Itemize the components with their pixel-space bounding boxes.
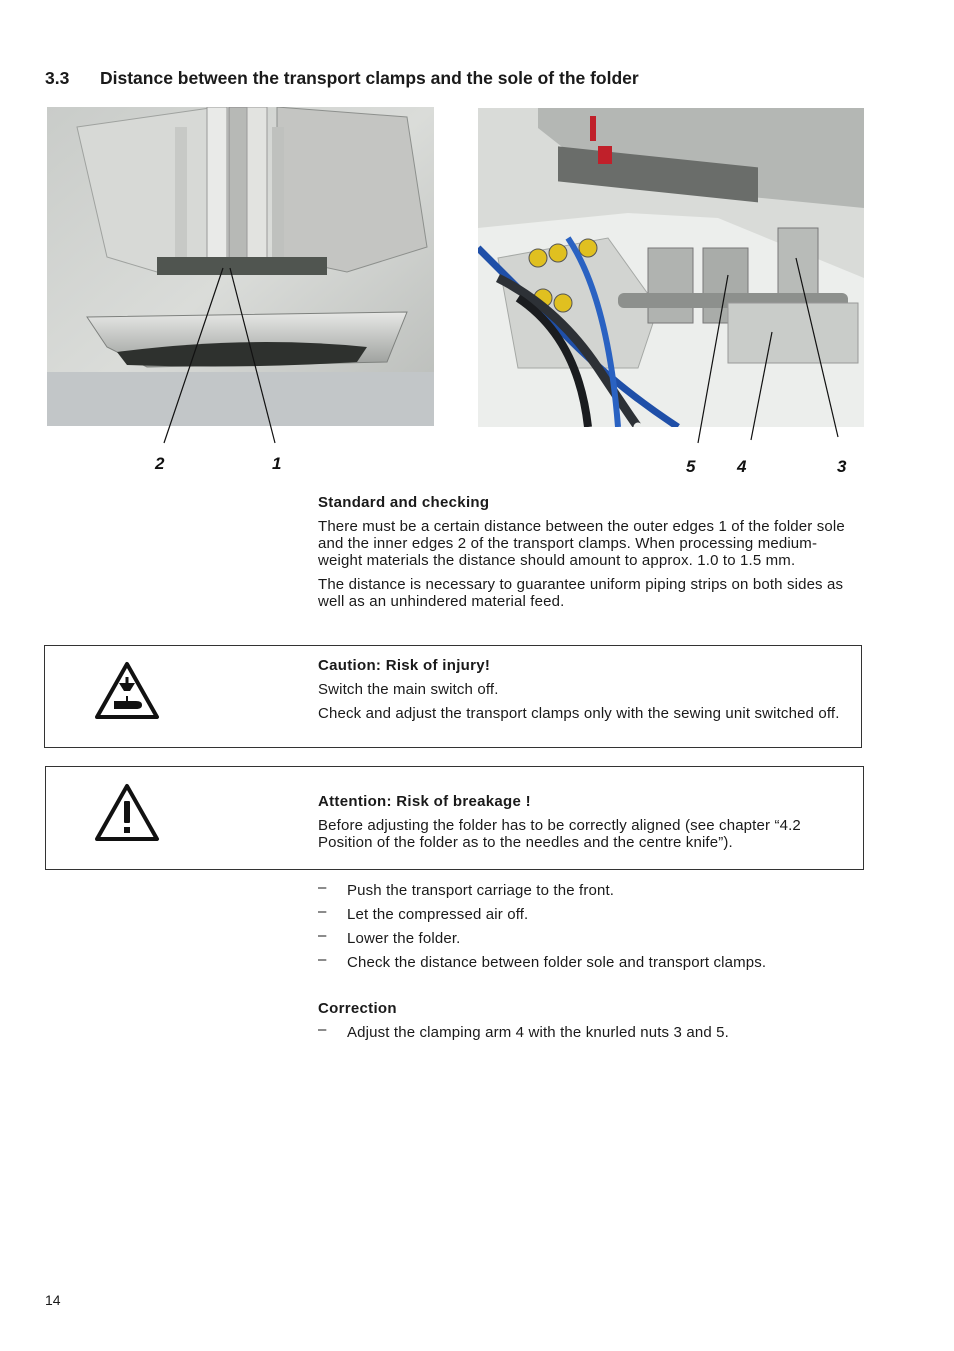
page-number: 14 xyxy=(45,1292,61,1308)
hand-injury-warning-icon xyxy=(94,661,160,720)
standard-paragraph: The distance is necessary to guarantee uniform piping strips on both sides as well as an unhindered material feed. xyxy=(318,576,844,610)
list-item: – Lower the folder. xyxy=(318,927,461,947)
callout-5: 5 xyxy=(686,457,696,476)
callout-2: 2 xyxy=(155,454,165,473)
list-item: – Check the distance between folder sole and transport clamps. xyxy=(318,951,767,971)
list-item: – Let the compressed air off. xyxy=(318,903,529,923)
dash-marker: – xyxy=(318,951,327,968)
exclamation-warning-icon xyxy=(94,783,160,842)
attention-heading: Attention: Risk of breakage ! xyxy=(318,793,531,810)
caution-paragraph: Check and adjust the transport clamps only with the sewing unit switched off. xyxy=(318,705,840,722)
section-number: 3.3 xyxy=(45,68,70,88)
list-item: – Adjust the clamping arm 4 with the knurled nuts 3 and 5. xyxy=(318,1021,729,1041)
caution-text xyxy=(318,657,858,729)
steps-list xyxy=(318,879,858,971)
caution-paragraph: Switch the main switch off. xyxy=(318,681,499,698)
callout-1: 1 xyxy=(272,454,282,473)
standard-paragraph: There must be a certain distance between the outer edges 1 of the folder sole and the inner edges 2 of the transport clamps. When processing medium-weight materials the distance should amount to approx. 1.0 to 1.5 mm. xyxy=(318,518,845,569)
leader-lines xyxy=(0,0,954,480)
standard-heading: Standard and checking xyxy=(318,494,490,511)
attention-text xyxy=(318,793,858,858)
correction-section xyxy=(318,1000,858,1048)
standard-section xyxy=(318,494,858,617)
attention-paragraph: Before adjusting the folder has to be correctly aligned (see chapter “4.2 Position of the folder as to the needles and the centre knife”). xyxy=(318,817,801,851)
correction-heading: Correction xyxy=(318,1000,397,1017)
dash-marker: – xyxy=(318,879,327,896)
correction-list xyxy=(318,1021,858,1041)
section-title: Distance between the transport clamps and the sole of the folder xyxy=(100,68,639,88)
dash-marker: – xyxy=(318,1021,327,1038)
list-item: – Push the transport carriage to the front. xyxy=(318,879,615,899)
callout-3: 3 xyxy=(837,457,847,476)
steps-section xyxy=(318,879,858,978)
caution-heading: Caution: Risk of injury! xyxy=(318,657,491,674)
dash-marker: – xyxy=(318,903,327,920)
callout-4: 4 xyxy=(737,457,747,476)
dash-marker: – xyxy=(318,927,327,944)
